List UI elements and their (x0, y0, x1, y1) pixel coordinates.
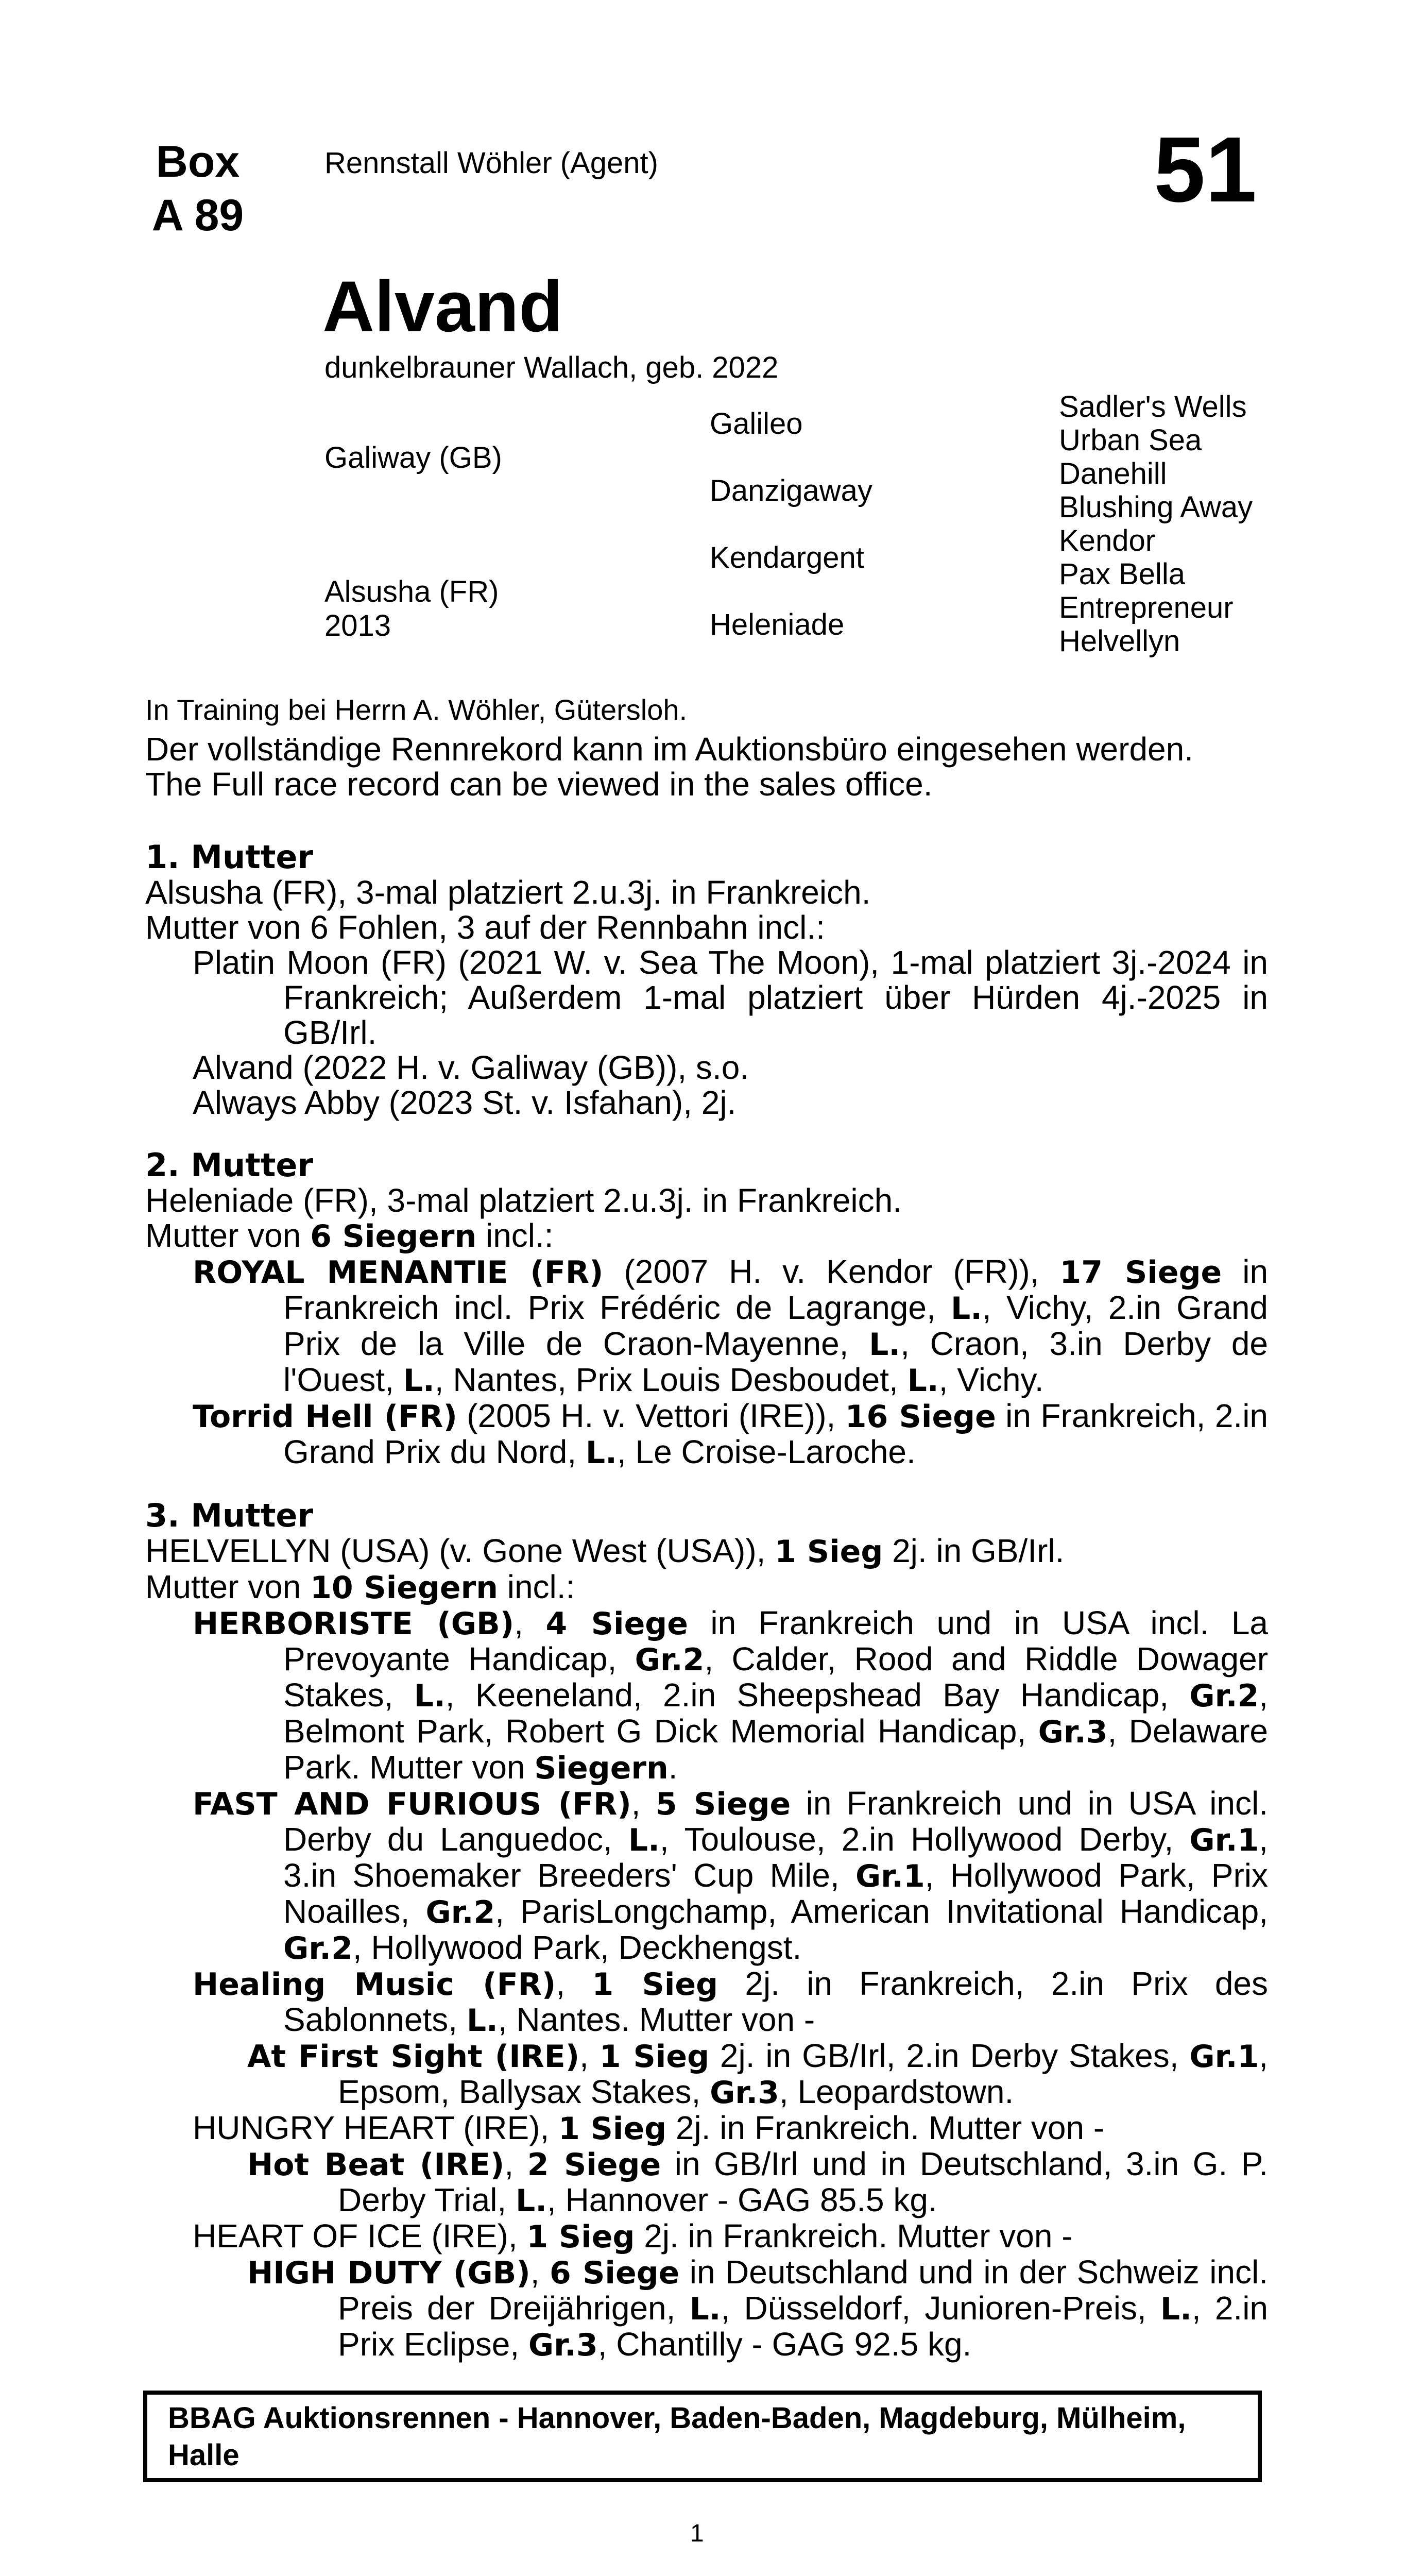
produce-entry: HEART OF ICE (IRE), 1 Sieg 2j. in Frankreich. Mutter von - (193, 2217, 1073, 2255)
produce-entry: FAST AND FURIOUS (FR), 5 Siege in Frankreich und in USA incl. Derby du Languedoc, L., Toulouse, 2.in Hollywood Derby, Gr.1, 3.in Shoemaker Breeders' Cup Mile, Gr.1, Hollywood Park, Prix Noailles, Gr.2, ParisLongchamp, American Invitational Handicap, Gr.2, Hollywood Park, Deckhengst. (193, 1785, 1269, 1967)
produce-sub-entry: At First Sight (IRE), 1 Sieg 2j. in GB/Irl, 2.in Derby Stakes, Gr.1, Epsom, Ballysax Stakes, Gr.3, Leopardstown. (247, 2037, 1269, 2111)
lot-number: 51 (1154, 118, 1257, 222)
race-record-notice (145, 732, 1193, 802)
pedigree-grandparent: Galileo (710, 407, 803, 440)
produce-sub-entry: Hot Beat (IRE), 2 Siege in GB/Irl und in Deutschland, 3.in G. P. Derby Trial, L., Hannover - GAG 85.5 kg. (247, 2145, 1268, 2219)
auction-race-box (143, 2391, 1262, 2482)
section-heading: 2. Mutter (145, 1146, 314, 1184)
dam-line-content (145, 840, 1268, 2363)
auction-race-text: BBAG Auktionsrennen - Hannover, Baden-Baden, Magdeburg, Mülheim, Halle (168, 2401, 1186, 2472)
box-line-2: A 89 (151, 191, 244, 240)
pedigree-grandparent: Danzigaway (710, 474, 872, 507)
section-heading: 1. Mutter (145, 838, 314, 876)
horse-description: dunkelbrauner Wallach, geb. 2022 (324, 351, 779, 384)
dam-summary: Alsusha (FR), 3-mal platziert 2.u.3j. in Frankreich. (145, 874, 871, 911)
notice-german: Der vollständige Rennrekord kann im Auktionsbüro eingesehen werden. (145, 731, 1193, 768)
box-line-1: Box (156, 137, 240, 187)
produce-sub-entry: HIGH DUTY (GB), 6 Siege in Deutschland und in der Schweiz incl. Preis der Dreijährigen, L., Düsseldorf, Junioren-Preis, L., 2.in Prix Eclipse, Gr.3, Chantilly - GAG 92.5 kg. (247, 2253, 1269, 2363)
produce-entry: HERBORISTE (GB), 4 Siege in Frankreich und in USA incl. La Prevoyante Handicap, Gr.2, Calder, Rood and Riddle Dowager Stakes, L., Keeneland, 2.in Sheepshead Bay Handicap, Gr.2, Belmont Park, Robert G Dick Memorial Handicap, Gr.3, Delaware Park. Mutter von Siegern. (193, 1604, 1269, 1786)
produce-entry: Always Abby (2023 St. v. Isfahan), 2j. (193, 1084, 737, 1121)
pedigree-great-grandparent: Entrepreneur (1059, 591, 1234, 624)
produce-entry: HUNGRY HEART (IRE), 1 Sieg 2j. in Frankreich. Mutter von - (193, 2109, 1105, 2147)
notice-english: The Full race record can be viewed in the sales office. (145, 766, 933, 803)
produce-entry: Torrid Hell (FR) (2005 H. v. Vettori (IRE)), 16 Siege in Frankreich, 2.in Grand Prix du Nord, L., Le Croise-Laroche. (193, 1397, 1269, 1471)
dam-summary: HELVELLYN (USA) (v. Gone West (USA)), 1 Sieg 2j. in GB/Irl. (145, 1532, 1065, 1570)
page-number: 1 (690, 2520, 704, 2547)
produce-entry: Platin Moon (FR) (2021 W. v. Sea The Moon), 1-mal platziert 3j.-2024 in Frankreich; Außerdem 1-mal platziert über Hürden 4j.-2025 in GB/Irl. (193, 944, 1268, 1051)
pedigree-great-grandparent: Sadler's Wells (1059, 390, 1247, 423)
pedigree-dam: Alsusha (FR) (324, 575, 499, 608)
pedigree-sire: Galiway (GB) (324, 441, 502, 474)
produce-entry: Healing Music (FR), 1 Sieg 2j. in Frankreich, 2.in Prix des Sablonnets, L., Nantes. Mutter von - (193, 1965, 1268, 2039)
produce-summary: Mutter von 10 Siegern incl.: (145, 1568, 575, 1606)
pedigree-grandparent: Kendargent (710, 541, 864, 574)
section-heading: 3. Mutter (145, 1497, 314, 1534)
dam-summary: Heleniade (FR), 3-mal platziert 2.u.3j. in Frankreich. (145, 1182, 902, 1219)
pedigree-great-grandparent: Danehill (1059, 457, 1167, 490)
pedigree-great-grandparent: Helvellyn (1059, 624, 1180, 658)
training-info: In Training bei Herrn A. Wöhler, Gütersloh. (145, 693, 688, 726)
pedigree-dam-year: 2013 (324, 609, 391, 642)
produce-entry: ROYAL MENANTIE (FR) (2007 H. v. Kendor (FR)), 17 Siege in Frankreich incl. Prix Frédéric de Lagrange, L., Vichy, 2.in Grand Prix de la Ville de Craon-Mayenne, L., Craon, 3.in Derby de l'Ouest, L., Nantes, Prix Louis Desboudet, L., Vichy. (193, 1253, 1269, 1399)
produce-summary: Mutter von 6 Siegern incl.: (145, 1217, 554, 1255)
pedigree-grandparent: Heleniade (710, 608, 845, 641)
horse-name: Alvand (322, 266, 563, 347)
produce-summary: Mutter von 6 Fohlen, 3 auf der Rennbahn incl.: (145, 909, 825, 946)
pedigree-great-grandparent: Pax Bella (1059, 557, 1186, 591)
pedigree-great-grandparent: Kendor (1059, 524, 1156, 557)
box-label (146, 135, 249, 242)
pedigree-great-grandparent: Blushing Away (1059, 490, 1253, 524)
pedigree-great-grandparent: Urban Sea (1059, 423, 1202, 457)
agent-name: Rennstall Wöhler (Agent) (324, 146, 658, 180)
produce-entry: Alvand (2022 H. v. Galiway (GB)), s.o. (193, 1049, 749, 1086)
